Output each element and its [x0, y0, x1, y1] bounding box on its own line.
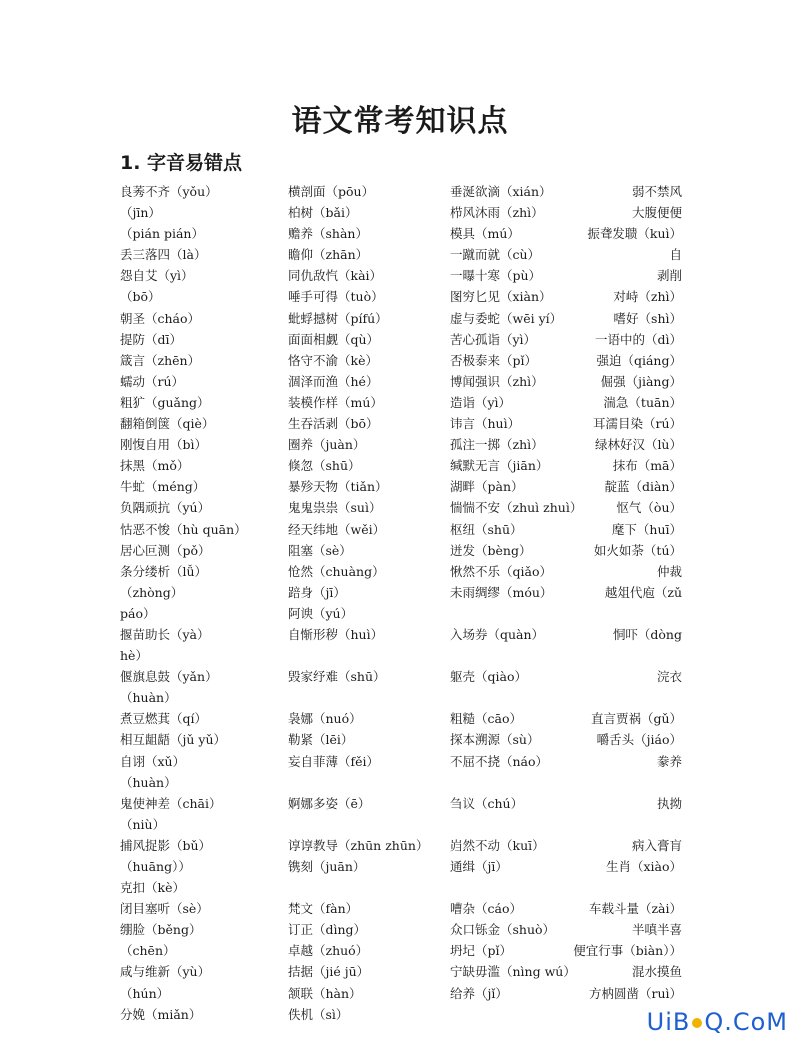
- word-entry: 抹布（mā）: [612, 458, 682, 474]
- word-entry: 丢三落四（là）: [120, 247, 207, 263]
- word-entry: 栉风沐雨（zhì）: [450, 205, 544, 221]
- word-entry: 相互龃龉（jǔ yǔ）: [120, 732, 227, 748]
- word-entry: 通缉（jī）: [450, 859, 508, 874]
- list-line: [120, 983, 682, 1004]
- word-entry: 众口铄金（shuò）: [450, 922, 556, 938]
- word-entry: 牛虻（méng）: [120, 479, 206, 495]
- word-entry: 阻塞（sè）: [288, 542, 352, 558]
- word-entry: 偃旗息鼓（yǎn）: [120, 669, 218, 685]
- word-entry: 如火如荼（tú）: [593, 542, 682, 558]
- word-entry: 装模作样（mú）: [288, 394, 383, 410]
- word-entry: 麾下（huī）: [611, 521, 682, 537]
- list-line: [120, 772, 682, 793]
- document-title: 语文常考知识点: [291, 104, 509, 139]
- word-entry: 浣衣: [656, 669, 682, 685]
- word-entry: 迸发（bèng）: [450, 542, 532, 558]
- word-entry: 捕风捉影（bǔ）: [120, 837, 212, 853]
- list-line: [120, 751, 682, 772]
- list-line: [120, 793, 682, 814]
- list-line: [120, 687, 682, 708]
- word-entry: （pián pián）: [120, 226, 204, 242]
- list-line: [120, 434, 682, 455]
- word-entry: 宁缺毋滥（nìng wú）: [450, 964, 576, 980]
- word-entry: （huàn）: [120, 774, 177, 790]
- word-entry: 咸与维新（yù）: [120, 964, 211, 980]
- list-line: [120, 666, 682, 687]
- list-line: [120, 413, 682, 434]
- word-entry: 恫吓（dòng: [612, 626, 682, 642]
- word-entry: 镌刻（juān）: [288, 859, 366, 874]
- list-line: [120, 814, 682, 835]
- word-entry: 倏忽（shū）: [288, 458, 361, 474]
- word-entry: 自惭形秽（huì）: [288, 626, 384, 642]
- word-entry: 袅娜（nuó）: [288, 711, 362, 727]
- word-entry: 瞻仰（zhān）: [288, 247, 369, 263]
- word-entry: hè）: [120, 648, 148, 664]
- word-entry: 卓越（zhuó）: [288, 943, 369, 959]
- word-entry: （zhòng）: [120, 584, 184, 600]
- word-entry: 惴惴不安（zhuì zhuì）: [450, 500, 583, 516]
- word-entry: 蠕动（rú）: [120, 373, 185, 389]
- word-entry: （huāng））: [120, 859, 191, 874]
- word-entry: 一蹴而就（cù）: [450, 247, 541, 263]
- list-line: [120, 1004, 682, 1025]
- word-entry: 怙恶不悛（hù quān）: [120, 521, 247, 537]
- word-entry: （hún）: [120, 985, 170, 1001]
- word-entry: （huàn）: [120, 690, 177, 706]
- word-entry: 孤注一掷（zhì）: [450, 437, 544, 453]
- word-entry: 仲裁: [656, 563, 682, 579]
- word-entry: 强迫（qiáng）: [596, 352, 682, 368]
- word-entry: 振聋发聩（kuì）: [587, 226, 682, 242]
- word-entry: 讳言（huì）: [450, 416, 521, 432]
- word-entry: 弱不禁风: [631, 184, 682, 199]
- word-entry: 坍圮（pǐ）: [450, 943, 512, 959]
- word-entry: 否极泰来（pǐ）: [450, 352, 537, 368]
- list-line: [120, 835, 682, 856]
- word-entry: 躯壳（qiào）: [450, 669, 527, 685]
- word-entry: 苦心孤诣（yì）: [450, 331, 537, 347]
- list-line: [120, 244, 682, 265]
- word-entry: 赡养（shàn）: [288, 226, 368, 242]
- list-line: [120, 582, 682, 603]
- word-entry: 经天纬地（wěi）: [288, 521, 386, 537]
- word-entry: 车载斗量（zài）: [588, 901, 682, 917]
- word-entry: 妄自菲薄（fěi）: [288, 753, 380, 769]
- word-entry: 刍议（chú）: [450, 795, 524, 811]
- section-heading: 1. 字音易错点: [120, 152, 243, 174]
- word-entry: 病入膏肓: [631, 837, 682, 853]
- list-line: [120, 476, 682, 497]
- list-line: [120, 940, 682, 961]
- word-entry: 提防（dī）: [120, 331, 182, 347]
- word-entry: 抹黑（mǒ）: [120, 458, 190, 474]
- word-entry: 虚与委蛇（wēi yí）: [450, 310, 563, 326]
- word-entry: 豢养: [656, 753, 682, 769]
- word-entry: 混水摸鱼: [631, 964, 682, 980]
- list-line: [120, 286, 682, 307]
- word-entry: 婀娜多姿（ē）: [288, 795, 371, 811]
- word-entry: 暴殄天物（tiǎn）: [288, 479, 388, 495]
- word-entry: 佚机（sì）: [288, 1006, 349, 1022]
- pronunciation-list: [120, 181, 682, 1025]
- word-entry: 倔强（jiàng）: [600, 373, 682, 389]
- list-line: [120, 919, 682, 940]
- word-entry: 绷脸（běng）: [120, 922, 202, 938]
- word-entry: 朝圣（cháo）: [120, 310, 201, 326]
- word-entry: 面面相觑（qù）: [288, 331, 380, 347]
- list-line: [120, 877, 682, 898]
- list-line: [120, 561, 682, 582]
- list-line: [120, 497, 682, 518]
- word-entry: 愀然不乐（qiǎo）: [450, 563, 552, 579]
- word-entry: 良莠不齐（yǒu）: [120, 184, 218, 199]
- word-entry: 嘈杂（cáo）: [450, 901, 522, 917]
- word-entry: 居心叵测（pǒ）: [120, 542, 211, 558]
- word-entry: 给养（jǐ）: [450, 985, 508, 1001]
- word-entry: 订正（dìng）: [288, 922, 367, 938]
- word-entry: 克扣（kè）: [120, 880, 185, 896]
- list-line: [120, 729, 682, 750]
- word-entry: （jīn）: [120, 205, 161, 221]
- word-entry: 执拗: [656, 795, 682, 811]
- word-entry: 一语中的（dì）: [595, 331, 682, 347]
- word-entry: 分娩（miǎn）: [120, 1006, 202, 1022]
- list-line: [120, 603, 682, 624]
- word-entry: 嚼舌头（jiáo）: [596, 732, 682, 748]
- word-entry: 刚愎自用（bì）: [120, 437, 207, 453]
- list-line: [120, 392, 682, 413]
- word-entry: 条分缕析（lǚ）: [120, 563, 208, 579]
- word-entry: 勒紧（lēi）: [288, 732, 354, 748]
- watermark-text-left: UiB: [646, 1008, 691, 1036]
- word-entry: 粗糙（cāo）: [450, 711, 522, 727]
- word-entry: 怨自艾（yì）: [120, 268, 194, 284]
- word-entry: 涸泽而渔（hé）: [288, 373, 379, 389]
- list-line: [120, 898, 682, 919]
- word-entry: 梵文（fàn）: [288, 901, 359, 917]
- list-line: [120, 624, 682, 645]
- word-entry: 鬼鬼祟祟（suì）: [288, 500, 382, 516]
- word-entry: 谆谆教导（zhūn zhūn）: [288, 837, 429, 853]
- list-line: [120, 519, 682, 540]
- word-entry: 造诣（yì）: [450, 394, 512, 410]
- word-entry: 入场券（quàn）: [450, 626, 545, 642]
- word-entry: （bō）: [120, 289, 161, 305]
- word-entry: 湍急（tuān）: [603, 394, 682, 410]
- word-entry: 怄气（òu）: [616, 500, 682, 516]
- word-entry: 绿林好汉（lù）: [594, 437, 682, 453]
- word-entry: 岿然不动（kuī）: [450, 837, 545, 853]
- list-line: [120, 708, 682, 729]
- word-entry: 蚍蜉撼树（pífú）: [288, 310, 388, 326]
- word-entry: 柏树（bǎi）: [288, 205, 358, 221]
- word-entry: 垂涎欲滴（xián）: [450, 184, 552, 199]
- word-entry: 揠苗助长（yà）: [120, 626, 210, 642]
- list-line: [120, 202, 682, 223]
- list-line: [120, 961, 682, 982]
- word-entry: 圈养（juàn）: [288, 437, 366, 453]
- word-entry: 毁家纾难（shū）: [288, 669, 386, 685]
- word-entry: 半嗔半喜: [631, 922, 682, 938]
- list-line: [120, 308, 682, 329]
- word-entry: 自诩（xǔ）: [120, 753, 186, 769]
- word-entry: 方枘圆凿（ruì）: [588, 985, 682, 1001]
- word-entry: 模具（mú）: [450, 226, 520, 242]
- list-line: [120, 645, 682, 666]
- list-line: [120, 181, 682, 202]
- word-entry: 一曝十寒（pù）: [450, 268, 542, 284]
- word-entry: 嗜好（shì）: [613, 310, 682, 326]
- word-entry: 负隅顽抗（yú）: [120, 500, 211, 516]
- word-entry: 粗犷（guǎng）: [120, 394, 210, 410]
- word-entry: 缄默无言（jiān）: [450, 458, 549, 474]
- list-line: [120, 540, 682, 561]
- list-line: [120, 350, 682, 371]
- word-entry: 同仇敌忾（kài）: [288, 268, 383, 284]
- word-entry: 恪守不渝（kè）: [288, 352, 378, 368]
- list-line: [120, 455, 682, 476]
- word-entry: 未雨绸缪（móu）: [450, 584, 553, 600]
- word-entry: 生肖（xiào）: [605, 859, 682, 874]
- list-line: [120, 856, 682, 877]
- word-entry: 图穷匕见（xiàn）: [450, 289, 552, 305]
- word-entry: 闭目塞听（sè）: [120, 901, 209, 917]
- word-entry: 横剖面（pōu）: [288, 184, 375, 199]
- watermark-dot-icon: [692, 1018, 702, 1028]
- word-entry: 箴言（zhēn）: [120, 352, 201, 368]
- word-entry: 耳濡目染（rú）: [592, 416, 682, 432]
- word-entry: 越俎代庖（zǔ: [604, 584, 682, 600]
- word-entry: 自: [669, 247, 682, 263]
- word-entry: 阿谀（yú）: [288, 605, 354, 621]
- word-entry: 枢纽（shū）: [450, 521, 523, 537]
- list-line: [120, 265, 682, 286]
- word-entry: 湖畔（pàn）: [450, 479, 524, 495]
- word-entry: páo）: [120, 605, 156, 621]
- word-entry: 拮据（jié jū）: [288, 964, 370, 980]
- word-entry: 踣身（jī）: [288, 584, 346, 600]
- word-entry: 煮豆燃萁（qí）: [120, 711, 207, 727]
- list-line: [120, 371, 682, 392]
- word-entry: 靛蓝（diàn）: [604, 479, 682, 495]
- word-entry: 对峙（zhì）: [613, 289, 682, 305]
- watermark-text-right: Q.CoM: [704, 1008, 788, 1036]
- word-entry: 便宜行事（biàn））: [573, 943, 682, 959]
- word-entry: 直言贾祸（gǔ）: [590, 711, 682, 727]
- word-entry: 探本溯源（sù）: [450, 732, 540, 748]
- list-line: [120, 223, 682, 244]
- word-entry: 大腹便便: [631, 205, 682, 221]
- word-entry: 博闻强识（zhì）: [450, 373, 544, 389]
- word-entry: 生吞活剥（bō）: [288, 416, 379, 432]
- word-entry: 怆然（chuàng）: [288, 563, 385, 579]
- word-entry: （chēn）: [120, 943, 176, 959]
- word-entry: （niù）: [120, 816, 166, 832]
- list-line: [120, 329, 682, 350]
- word-entry: 不屈不挠（náo）: [450, 753, 549, 769]
- word-entry: 颔联（hàn）: [288, 985, 362, 1001]
- watermark: [647, 1008, 788, 1036]
- word-entry: 剥削: [656, 268, 682, 284]
- word-entry: 鬼使神差（chāi）: [120, 795, 222, 811]
- word-entry: 翻箱倒箧（qiè）: [120, 416, 215, 432]
- word-entry: 唾手可得（tuò）: [288, 289, 384, 305]
